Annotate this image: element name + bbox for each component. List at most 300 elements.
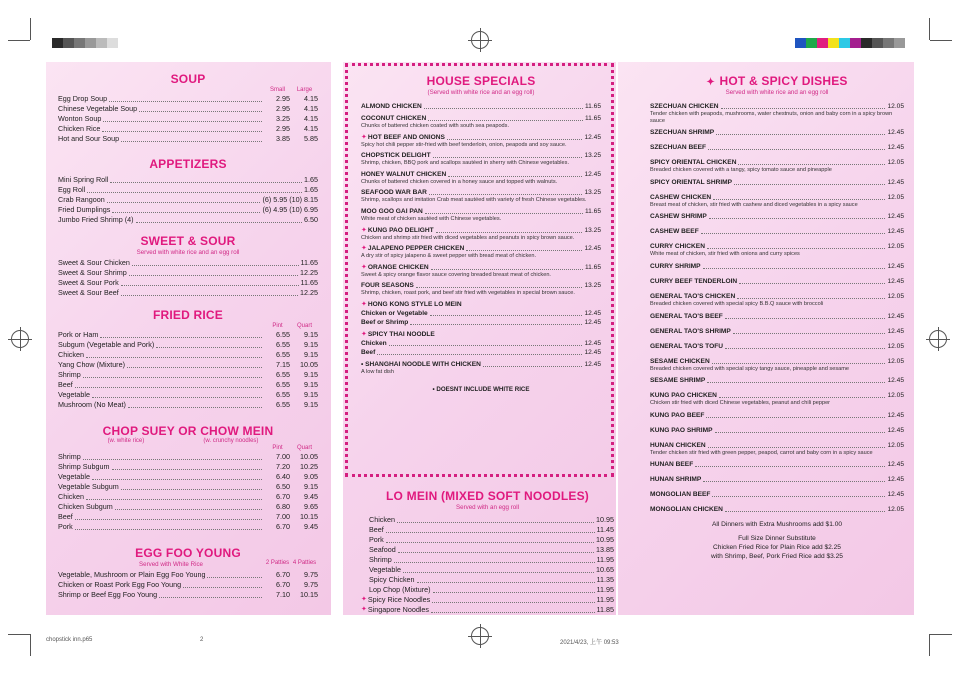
dot-leader	[394, 562, 595, 563]
item-price-b: 9.15	[304, 370, 318, 379]
menu-item	[650, 357, 904, 373]
menu-item	[650, 292, 904, 308]
item-name: Chicken	[58, 350, 84, 359]
item-price: 12.45	[584, 133, 601, 141]
dot-leader	[83, 377, 262, 378]
item-name: HOT BEEF AND ONIONS	[367, 133, 445, 141]
spicy-pepper-icon: ✦	[361, 133, 367, 141]
section-subtitle: Served with white rice and an egg roll	[136, 249, 240, 256]
item-price: 12.45	[584, 339, 601, 347]
item-price-b: 10.25	[300, 462, 318, 471]
menu-item	[361, 348, 601, 357]
dot-leader	[121, 295, 298, 296]
item-name: CURRY CHICKEN	[650, 243, 705, 251]
item-price-a: 6.40	[276, 472, 290, 481]
item-price: 12.45	[887, 327, 904, 335]
dot-leader	[75, 387, 262, 388]
item-description: White meat of chicken sautéed with Chinese vegetables.	[361, 215, 502, 222]
menu-item	[58, 512, 318, 522]
item-price: 12.45	[887, 461, 904, 469]
item-price-b: 9.45	[304, 492, 318, 501]
item-name: Chicken or Roast Pork Egg Foo Young	[58, 580, 182, 589]
item-row	[650, 505, 904, 514]
item-row	[650, 441, 904, 450]
menu-item	[361, 133, 601, 149]
menu-item	[650, 277, 904, 286]
footer-page: 2	[200, 637, 204, 643]
item-price: 12.05	[887, 441, 904, 449]
dot-leader	[712, 496, 885, 497]
item-price: 11.65	[300, 278, 318, 287]
col-header: Quart	[296, 445, 312, 451]
dot-leader	[386, 542, 594, 543]
dot-leader	[719, 397, 886, 398]
menu-item	[361, 575, 614, 585]
item-description: Breaded chicken covered with special spicy B.B.Q sauce with broccoli	[650, 300, 824, 307]
item-name: Beef or Shrimp	[361, 318, 409, 326]
item-price-b: 10.05	[300, 360, 318, 369]
item-name: KUNG PAO DELIGHT	[367, 226, 434, 234]
item-name: Chicken Subgum	[58, 502, 113, 511]
menu-item	[58, 472, 318, 482]
menu-item	[58, 330, 318, 340]
item-price: 6.50	[304, 215, 318, 224]
item-description: Sweet & spicy orange flavor sauce covering breaded breast meat of chicken.	[361, 271, 551, 278]
menu-item	[650, 441, 904, 457]
item-price: 11.35	[596, 575, 614, 584]
item-name: Sweet & Sour Chicken	[58, 258, 130, 267]
dot-leader	[715, 432, 886, 433]
menu-item	[58, 400, 318, 410]
dot-leader	[436, 232, 583, 233]
dot-leader	[86, 357, 262, 358]
item-price: 12.45	[584, 170, 601, 178]
item-price: 12.45	[887, 476, 904, 484]
item-price: 10.95	[596, 515, 614, 524]
crop-mark	[930, 634, 952, 635]
dot-leader	[430, 315, 583, 316]
color-swatch	[85, 38, 96, 48]
section-title	[650, 74, 904, 88]
item-row	[650, 143, 904, 152]
item-price: 12.05	[887, 159, 904, 167]
dot-leader	[703, 481, 885, 482]
item-price: 12.45	[887, 377, 904, 385]
menu-item	[361, 585, 614, 595]
dot-leader	[416, 287, 583, 288]
item-name: Mini Spring Roll	[58, 175, 109, 184]
color-swatch	[52, 38, 63, 48]
registration-target-icon	[11, 330, 29, 348]
dot-leader	[397, 522, 594, 523]
menu-item	[58, 185, 318, 195]
color-swatch	[63, 38, 74, 48]
crop-mark	[30, 18, 31, 40]
item-price-b: 9.15	[304, 400, 318, 409]
item-description: Breaded chicken covered with special spicy tangy sauce, pineapple and sesame	[650, 365, 850, 372]
item-price-a: 6.55	[276, 380, 290, 389]
dot-leader	[433, 157, 583, 158]
item-price-b: 9.15	[304, 390, 318, 399]
section-title: CHOP SUEY OR CHOW MEIN	[102, 424, 274, 438]
item-price-a: 6.70	[276, 570, 290, 579]
item-price: 12.45	[584, 348, 601, 356]
item-description: Breast meat of chicken, stir fried with cashew and diced vegetables in a spicy sauce	[650, 201, 858, 208]
dot-leader	[431, 612, 595, 613]
item-row	[650, 426, 904, 435]
menu-item	[650, 460, 904, 469]
item-name: HUNAN BEEF	[650, 461, 694, 469]
item-description: A dry stir of spicy jalapeno & sweet pepper with bread meat of chicken.	[361, 253, 537, 260]
item-row	[650, 102, 904, 111]
section-title: HOUSE SPECIALS	[426, 74, 536, 88]
item-name: Jumbo Fried Shrimp (4)	[58, 215, 134, 224]
item-row	[650, 357, 904, 366]
item-price-a: 6.70	[276, 522, 290, 531]
menu-item	[650, 505, 904, 514]
item-price-a: 3.25	[276, 114, 290, 123]
item-row	[650, 490, 904, 499]
item-row	[361, 188, 601, 197]
section-title: SWEET & SOUR	[140, 234, 236, 248]
item-name: Shrimp	[369, 555, 392, 564]
menu-item	[58, 114, 318, 124]
dot-leader	[733, 333, 886, 334]
registration-bar-right	[795, 38, 905, 48]
dot-leader	[403, 572, 594, 573]
item-name: Vegetable	[58, 472, 90, 481]
dot-leader	[725, 318, 886, 319]
color-swatch	[74, 38, 85, 48]
dot-leader	[127, 367, 262, 368]
item-row	[361, 170, 601, 179]
color-swatch	[107, 38, 118, 48]
registration-target-icon	[929, 330, 947, 348]
item-price: 12.05	[887, 357, 904, 365]
registration-target-icon	[471, 31, 489, 49]
menu-item	[650, 158, 904, 174]
menu-item	[58, 492, 318, 502]
item-row	[650, 475, 904, 484]
section-title: FRIED RICE	[152, 308, 223, 322]
item-name: Spicy Rice Noodles	[367, 595, 431, 604]
item-price-b: 10.05	[300, 452, 318, 461]
item-description: Chunks of battered chicken coated with south sea peapods.	[361, 123, 510, 129]
item-name: Sweet & Sour Shrimp	[58, 268, 127, 277]
item-name: KUNG PAO BEEF	[650, 411, 705, 419]
dot-leader	[713, 199, 885, 200]
dot-leader	[701, 233, 886, 234]
item-price: 11.85	[596, 605, 614, 614]
item-name: KUNG PAO SHRIMP	[650, 426, 713, 434]
item-price-a: 2.95	[276, 124, 290, 133]
item-name: Beef	[361, 348, 376, 356]
item-name: Spicy Chicken	[369, 575, 415, 584]
col-header: Pint	[272, 445, 283, 451]
spicy-pepper-icon: ✦	[361, 330, 367, 338]
color-swatch	[872, 38, 883, 48]
section-title: APPETIZERS	[149, 157, 227, 171]
section-subtitle: (w. white rice)	[107, 438, 145, 444]
menu-item	[650, 102, 904, 124]
menu-item	[361, 170, 601, 186]
item-price: 12.45	[887, 213, 904, 221]
dot-leader	[716, 134, 885, 135]
item-price: 1.65	[304, 175, 318, 184]
dot-leader	[706, 417, 885, 418]
spicy-pepper-icon: ✦	[361, 245, 367, 253]
item-price: 12.45	[887, 491, 904, 499]
item-name: MOO GOO GAI PAN	[361, 207, 423, 215]
menu-item	[361, 244, 601, 260]
item-name: GENERAL TAO'S TOFU	[650, 342, 724, 350]
item-name: Chicken	[58, 492, 84, 501]
item-price: 12.45	[887, 129, 904, 137]
item-row	[650, 158, 904, 167]
dot-leader	[428, 120, 583, 121]
dot-leader	[695, 466, 885, 467]
item-price-b: 4.15	[304, 94, 318, 103]
section-subtitle: Served with White Rice	[139, 561, 203, 568]
dot-leader	[183, 587, 262, 588]
item-description: Chicken stir fried with diced Chinese vegetables, peanut and chili pepper	[650, 400, 831, 407]
col-header: Small	[269, 87, 285, 93]
item-price: 12.45	[887, 411, 904, 419]
dot-leader	[121, 489, 262, 490]
appetizers-section	[58, 157, 318, 225]
item-name: Vegetable	[58, 390, 90, 399]
section-subtitle: (w. crunchy noodles)	[203, 438, 259, 444]
item-name: GENERAL TAO'S SHRIMP	[650, 327, 731, 335]
item-price-a: 3.85	[276, 134, 290, 143]
item-price: 12.05	[887, 243, 904, 251]
color-swatch	[839, 38, 850, 48]
menu-item	[650, 312, 904, 321]
item-name: CURRY BEEF TENDERLOIN	[650, 277, 738, 285]
item-price-b: 9.75	[304, 570, 318, 579]
dot-leader	[703, 268, 886, 269]
item-name: CASHEW SHRIMP	[650, 213, 707, 221]
dot-leader	[389, 345, 583, 346]
spicy-pepper-icon: ✦	[361, 226, 367, 234]
spicy-pepper-icon: ✦	[706, 77, 715, 88]
item-price-a: 6.50	[276, 482, 290, 491]
item-name: Sweet & Sour Pork	[58, 278, 119, 287]
item-price: 12.45	[887, 426, 904, 434]
item-price-b: 9.15	[304, 330, 318, 339]
item-name: ORANGE CHICKEN	[367, 263, 429, 271]
item-price: 12.25	[300, 288, 318, 297]
item-description: Chicken and shrimp stir fried with diced vegetables and peanuts in spicy brown sauce.	[361, 234, 575, 241]
menu-item	[361, 555, 614, 565]
menu-item	[361, 545, 614, 555]
menu-item	[650, 242, 904, 258]
item-name: FOUR SEASONS	[361, 282, 414, 290]
dot-leader	[103, 121, 262, 122]
dot-leader	[417, 582, 595, 583]
dot-leader	[207, 577, 262, 578]
fried-rice-section	[58, 308, 318, 410]
item-row	[650, 227, 904, 236]
section-subtitle: (Served with white rice and an egg roll)	[427, 89, 535, 96]
item-row	[650, 262, 904, 271]
soup-section	[58, 72, 318, 144]
item-price-a: 6.55	[276, 330, 290, 339]
item-description: Shrimp, chicken, BBQ pork and scallops sautéed in sherry with Chinese vegetables.	[361, 160, 570, 167]
dot-leader	[110, 182, 302, 183]
item-name: SZECHUAN CHICKEN	[650, 103, 719, 110]
footer-date: 2021/4/23, 上午 09:53	[560, 640, 619, 646]
dot-leader	[129, 275, 298, 276]
menu-item	[650, 391, 904, 407]
item-price: (6) 5.95 (10) 8.15	[262, 195, 318, 204]
dot-leader	[425, 213, 583, 214]
note-text: with Shrimp, Beef, Pork Fried Rice add $3.25	[711, 553, 843, 561]
item-name: HUNAN SHRIMP	[650, 476, 702, 484]
item-row	[650, 178, 904, 187]
thai-noodle-block	[361, 330, 601, 357]
menu-item	[58, 570, 318, 580]
item-price: 11.45	[596, 525, 614, 534]
menu-item	[58, 370, 318, 380]
item-price-a: 7.10	[276, 590, 290, 599]
col-header: Pint	[272, 323, 283, 329]
item-row	[650, 460, 904, 469]
item-price-a: 6.55	[276, 350, 290, 359]
item-name: Shrimp	[58, 370, 81, 379]
item-name: ALMOND CHICKEN	[361, 103, 422, 110]
item-name: Chicken Rice	[58, 124, 101, 133]
menu-item	[650, 490, 904, 499]
dot-leader	[447, 139, 583, 140]
item-row	[361, 151, 601, 160]
item-price: 13.25	[584, 226, 601, 234]
item-row	[650, 212, 904, 221]
item-name: HUNAN CHICKEN	[650, 441, 706, 449]
color-swatch	[894, 38, 905, 48]
item-name: Pork	[369, 535, 384, 544]
item-price-a: 6.55	[276, 340, 290, 349]
item-price-b: 4.15	[304, 124, 318, 133]
menu-item	[58, 195, 318, 205]
item-row	[650, 312, 904, 321]
dot-leader	[386, 532, 595, 533]
menu-item	[58, 590, 318, 600]
item-description: Spicy hot chili pepper stir-fried with beef tenderloin, onion, peapods and soy sauce.	[361, 141, 567, 148]
item-price-a: 2.95	[276, 94, 290, 103]
item-price: 12.05	[887, 342, 904, 350]
item-row	[650, 327, 904, 336]
item-name: SESAME CHICKEN	[650, 357, 710, 365]
col-header: 4 Patties	[292, 560, 317, 566]
item-row	[361, 133, 601, 142]
color-swatch	[96, 38, 107, 48]
item-row	[361, 102, 601, 111]
dot-leader	[721, 108, 886, 109]
spicy-pepper-icon: ✦	[361, 263, 367, 271]
dot-leader	[132, 265, 299, 266]
footer-file: chopstick inn.p65	[46, 637, 93, 643]
item-price: 13.25	[584, 282, 601, 290]
item-price: 11.95	[596, 585, 614, 594]
item-price-b: 9.05	[304, 472, 318, 481]
item-row	[361, 263, 601, 272]
item-name: CHOPSTICK DELIGHT	[361, 152, 431, 160]
menu-item	[361, 525, 614, 535]
menu-item	[58, 462, 318, 472]
section-title-text: HOT & SPICY DISHES	[719, 74, 848, 88]
item-name: CASHEW CHICKEN	[650, 193, 712, 201]
dot-leader	[128, 407, 262, 408]
menu-item	[361, 263, 601, 279]
menu-item	[650, 212, 904, 221]
item-price-b: 9.65	[304, 502, 318, 511]
menu-item	[650, 475, 904, 484]
registration-bar-left	[52, 38, 118, 48]
section-title: SOUP	[170, 72, 206, 86]
dot-leader	[86, 499, 262, 500]
item-name: Singapore Noodles	[367, 605, 430, 614]
menu-item	[58, 94, 318, 104]
item-row	[650, 128, 904, 137]
lo-mein-section	[361, 489, 614, 615]
item-name: Vegetable, Mushroom or Plain Egg Foo Young	[58, 570, 206, 579]
dot-leader	[708, 447, 886, 448]
dot-leader	[377, 354, 582, 355]
item-name: CURRY SHRIMP	[650, 262, 701, 270]
house-note: DOESNT INCLUDE WHITE RICE	[436, 385, 530, 393]
item-price: 12.45	[584, 309, 601, 317]
spicy-pepper-icon: ✦	[361, 606, 367, 613]
item-price: (6) 4.95 (10) 6.95	[262, 205, 318, 214]
dot-leader	[112, 212, 260, 213]
dot-leader	[410, 324, 582, 325]
item-price: 12.45	[887, 312, 904, 320]
menu-item	[361, 281, 601, 297]
menu-item	[361, 515, 614, 525]
item-row	[361, 114, 601, 123]
item-row	[361, 226, 601, 235]
dot-leader	[448, 176, 582, 177]
item-price: 12.45	[887, 262, 904, 270]
menu-item	[58, 205, 318, 215]
item-name: JALAPENO PEPPER CHICKEN	[367, 245, 465, 253]
menu-item	[58, 390, 318, 400]
item-price: 12.05	[887, 292, 904, 300]
menu-item	[650, 227, 904, 236]
item-row	[361, 244, 601, 253]
house-specials-section: HOUSE SPECIALS (Served with white rice and an egg roll) ALMOND CHICKEN 11.65 COCONUT CHICKEN 11.65 Chunks of battered chicken coated with south sea peapods. ✦ HOT BEEF AND ONIONS 12.45 Spicy hot chili pepper stir-fried with beef tenderloin, onion, peapods and soy sauce. CHOPSTICK DELIGHT 13.25 Shrimp, chicken, BBQ pork and scallops sautéed in sherry with Chinese vegetables. HONEY WALNUT CHICKEN 12.45 Chunks of battered chicken covered in a honey sauce and topped with walnuts. SEAFOOD WAR BAR 13.25 Shrimp, scallops and imitation Crab meat sautéed with variety of fresh Chinese vegetables. MOO GOO GAI PAN 11.65 White meat of chicken sautéed with Chinese vegetables. ✦ KUNG PAO DELIGHT 13.25 Chicken and shrimp stir fried with diced vegetables and peanuts in spicy brown sauce. ✦ JALAPENO PEPPER CHICKEN 12.45 A dry stir of spicy jalapeno & sweet pepper with bread meat of chicken. ✦ ORANGE CHICKEN 11.65 Sweet & spicy orange flavor sauce covering breaded breast meat of chicken. FOUR SEASONS 13.25 Shrimp, chicken, roast pork, and beef stir fried with vegetables in special brown sauce. ✦ HONG KONG STYLE LO MEIN Chicken or Vegetable 12.45 Beef or Shrimp 12.45 ✦ SPICY THAI NOODLE Chicken 12.45 Beef 12.45 • SHANGHAI NOODLE WITH CHICKEN 12.45 A low fat dish • DOESNT INCLUDE WHITE RICE	[361, 74, 601, 393]
dot-leader	[433, 592, 595, 593]
item-name: Egg Drop Soup	[58, 94, 108, 103]
item-row	[361, 281, 601, 290]
color-swatch	[883, 38, 894, 48]
item-name: Pork or Ham	[58, 330, 99, 339]
item-description: Chunks of battered chicken covered in a honey sauce and topped with walnuts.	[361, 178, 558, 185]
dot-leader	[725, 511, 886, 512]
menu-item	[58, 288, 318, 298]
menu-item	[361, 102, 601, 111]
menu-item	[650, 342, 904, 351]
item-price: 12.45	[887, 178, 904, 186]
item-price: 12.05	[887, 103, 904, 110]
item-price: 12.05	[887, 392, 904, 400]
item-name: Shrimp or Beef Egg Foo Young	[58, 590, 158, 599]
item-price-a: 7.00	[276, 452, 290, 461]
item-price-b: 9.15	[304, 482, 318, 491]
spicy-pepper-icon: ✦	[361, 300, 367, 308]
note-text: Full Size Dinner Substitute	[738, 535, 816, 543]
